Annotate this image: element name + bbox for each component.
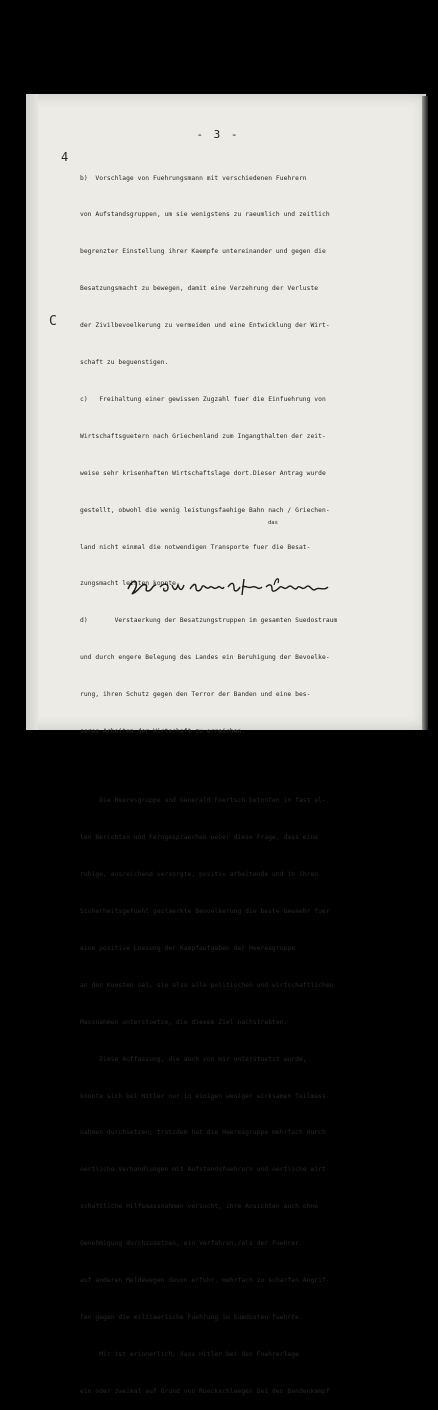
text-line: schaftliche Hilfsmassnahmen versucht, ihre Ansichten auch ohne — [80, 1203, 319, 1211]
text-line: Die Heeresgruppe und Generald Foertsch betonten in fast al- — [80, 797, 326, 805]
text-line: ruhige, ausreichend versorgte, positiv arbeitende und in ihren — [80, 871, 319, 879]
text-line: zungsmacht leisten konnte. — [80, 580, 180, 588]
text-line: b) Vorschlage von Fuehrungsmann mit verschiedenen Fuehrern — [80, 174, 307, 182]
text-line: Mir ist erinnerlich, dass Hitler bei den Fuehrerlage — [80, 1350, 299, 1358]
text-line: der Zivilbevoelkerung zu vermeiden und eine Entwicklung der Wirt- — [80, 322, 330, 330]
text-line: c) Freihaltung einer gewissen Zugzahl fuer die Einfuehrung von — [80, 395, 326, 403]
interlinear-insert: das — [268, 520, 278, 526]
text-line: auf anderen Meldewegen davon erfuhr, mehrfach zu scharfen Angrif- — [80, 1277, 330, 1285]
text-line: schaft zu beguenstigen. — [80, 359, 169, 367]
text-line: an den Kuesten sei, sie also alle politischen und wirtschaftlichen — [80, 981, 334, 989]
margin-mark: 4 — [61, 150, 69, 164]
text-line: weise sehr krisenhaften Wirtschaftslage dort.Dieser Antrag wurde — [80, 469, 326, 477]
text-line: land nicht einmal die notwendigen Transporte fuer die Besat- — [80, 543, 311, 551]
text-line: seres Arbeiten der Wirtschaft zu erreichen. — [80, 727, 246, 735]
page-number: - 3 - — [196, 128, 240, 141]
page-edge-shadow — [422, 96, 428, 730]
margin-mark: C — [49, 314, 57, 329]
text-line: begrenzter Einstellung ihrer Kaempfe untereinander und gegen die — [80, 248, 326, 256]
text-line: nahmen durchsetzen; trotzdem hat die Heeresgruppe mehrfach durch — [80, 1129, 326, 1137]
text-line: rung, ihren Schutz gegen den Terror der Banden und eine bes- — [80, 691, 311, 699]
text-line: Massnahmen unterstuetze, die diesem Ziel nachstrebten. — [80, 1018, 288, 1026]
text-line: ein oder zweimal auf Grund von Rueckschlaegen bei den Bandenkampf — [80, 1387, 330, 1395]
paragraph-gap — [80, 763, 400, 771]
text-line: Genehmigung durchzusetzen, ein Verfahren,/als der Fuehrer — [80, 1240, 299, 1248]
text-line: eine positive Loesung der Kampfaufgaben der Heeresgruppe — [80, 945, 296, 952]
page-edge-strip — [26, 94, 38, 730]
handwritten-signature — [124, 575, 334, 601]
text-line: gestellt, obwohl die wenig leistungsfaehige Bahn nach / Griechen- — [80, 506, 330, 514]
text-line: von Aufstandsgruppen, um sie wenigstens zu raeumlich und zeitlich — [80, 211, 330, 219]
text-line: Wirtschaftsguetern nach Griechenland zum Ingangthalten der zeit- — [80, 432, 326, 440]
text-line: len Berichten und Ferngespraechen ueber diese Frage, dass eine — [80, 834, 319, 842]
text-line: d) Verstaerkung der Besatzungstruppen im gesamten Suedostraum — [80, 617, 338, 625]
text-line: Diese Auffassung, die auch von mir unterstuetzt wurde, — [80, 1055, 307, 1063]
text-line: konnte sich bei Hitler nur in einigen weniger wirksamen Teilmass- — [80, 1092, 330, 1100]
text-line: und durch engere Belegung des Landes ein Beruhigung der Bevoelke- — [80, 654, 330, 662]
text-line: Sicherheitsgefuehl gestaerkte Bevoelkerung die beste Gewaehr fuer — [80, 908, 330, 916]
body-text — [80, 148, 400, 1410]
text-line: oertliche Verhandlungen mit Aufstandsfuehrern und oertliche wirt- — [80, 1166, 330, 1174]
text-line: fen gegen die militaerische Fuehrung im Suedosten fuehrte. — [80, 1313, 303, 1321]
text-line: Besatzungsmacht zu bewegen, damit eine Verzehrung der Verluste — [80, 285, 319, 293]
